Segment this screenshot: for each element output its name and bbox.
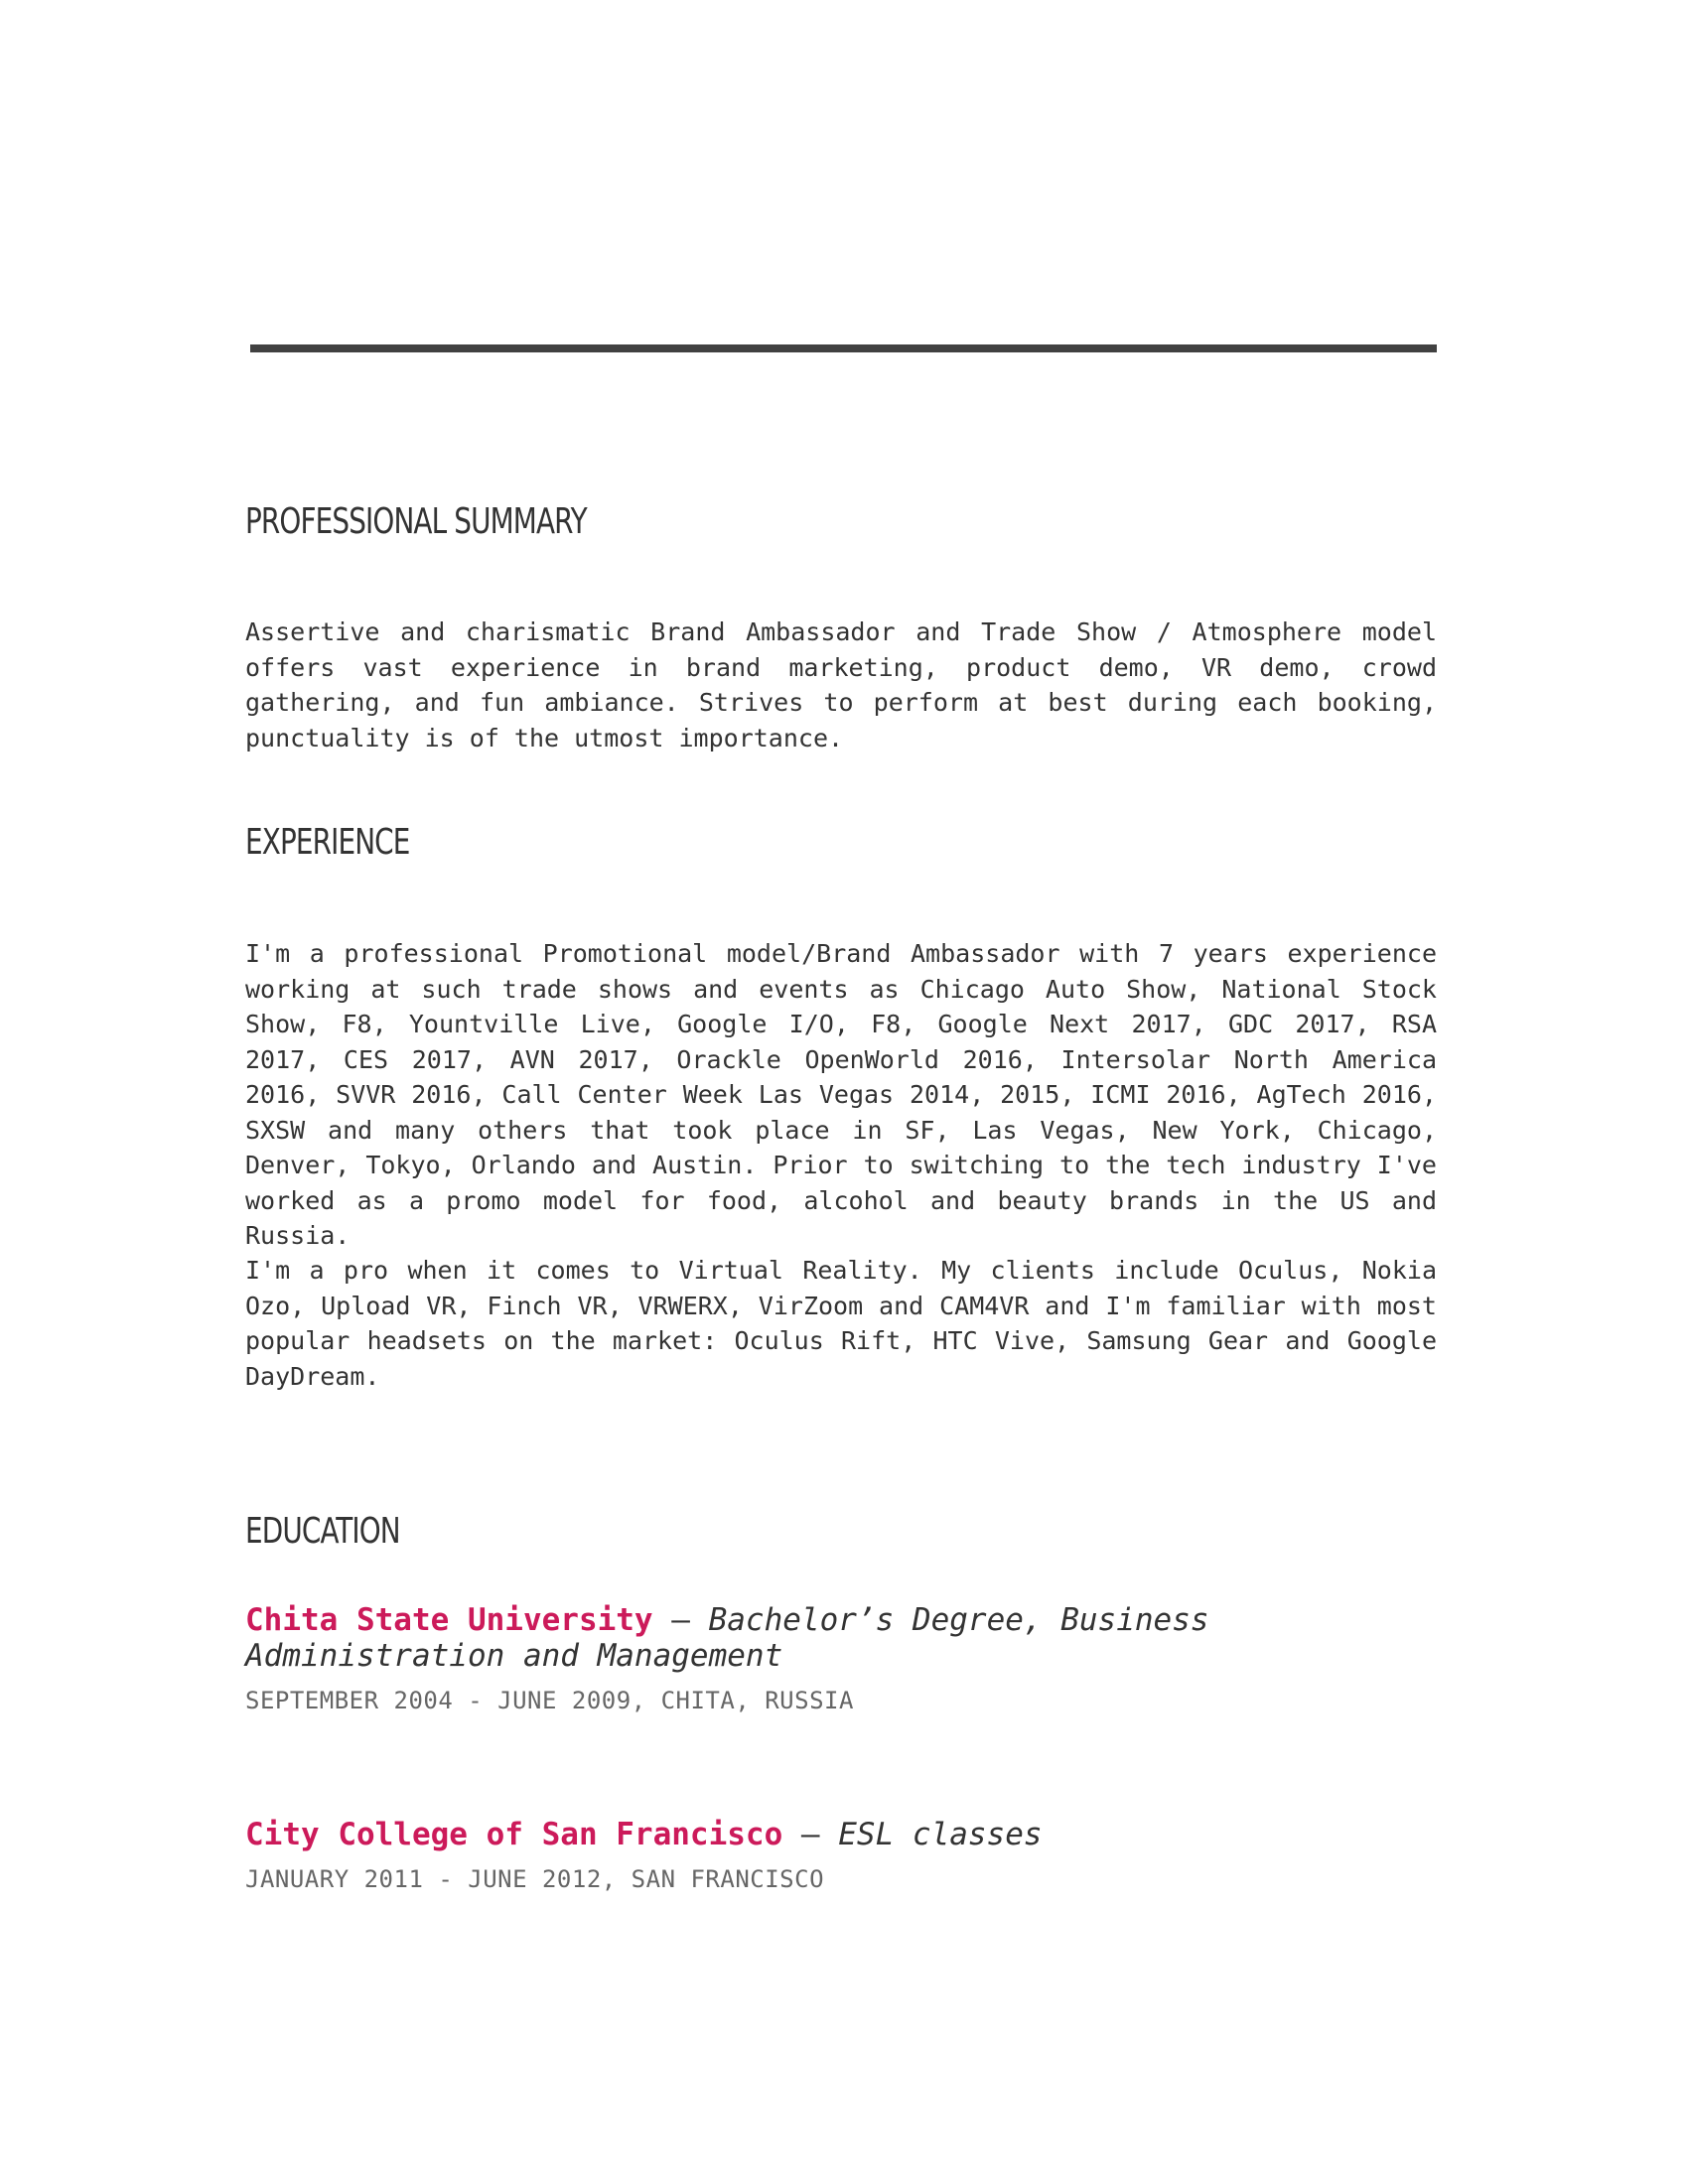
header-divider [250, 344, 1437, 352]
experience-heading: EXPERIENCE [245, 822, 410, 863]
degree-name: ESL classes [838, 1817, 1043, 1852]
education-entry-title [245, 1817, 1218, 1852]
title-separator: — [782, 1817, 839, 1852]
education-entry [245, 1602, 1437, 1715]
professional-summary-text: Assertive and charismatic Brand Ambassador and Trade Show / Atmosphere model offers vast experience in brand marketing, product demo, VR demo, crowd gathering, and fun ambiance. Strives to perform at best during each booking, punctuality is of the utmost importance. [245, 617, 1437, 752]
education-entry-title [245, 1602, 1218, 1674]
experience-paragraph: I'm a professional Promotional model/Brand Ambassador with 7 years experience working at such trade shows and events as Chicago Auto Show, National Stock Show, F8, Yountville Live, Google I/O, F8, Google Next 2017, GDC 2017, RSA 2017, CES 2017, AVN 2017, Orackle OpenWorld 2016, Intersolar North America 2016, SVVR 2016, Call Center Week Las Vegas 2014, 2015, ICMI 2016, AgTech 2016, SXSW and many others that took place in SF, Las Vegas, New York, Chicago, Denver, Tokyo, Orlando and Austin. Prior to switching to the tech industry I've worked as a promo model for food, alcohol and beauty brands in the US and Russia. [245, 939, 1437, 1250]
experience-vr-paragraph: I'm a pro when it comes to Virtual Reality. My clients include Oculus, Nokia Ozo, Upload VR, Finch VR, VRWERX, VirZoom and CAM4VR and I'm familiar with most popular headsets on the market: Oculus Rift, HTC Vive, Samsung Gear and Google DayDream. [245, 1256, 1437, 1391]
education-dates: JANUARY 2011 - JUNE 2012, SAN FRANCISCO [245, 1865, 825, 1893]
professional-summary-heading: PROFESSIONAL SUMMARY [245, 501, 587, 542]
school-name: City College of San Francisco [245, 1817, 783, 1852]
degree-name: Bachelor’s Degree, Business Administration and Management [245, 1602, 1209, 1674]
education-heading: EDUCATION [245, 1511, 400, 1552]
title-separator: — [652, 1602, 709, 1638]
school-name: Chita State University [245, 1602, 653, 1638]
education-dates: SEPTEMBER 2004 - JUNE 2009, CHITA, RUSSIA [245, 1687, 854, 1714]
education-entry [245, 1817, 1437, 1894]
